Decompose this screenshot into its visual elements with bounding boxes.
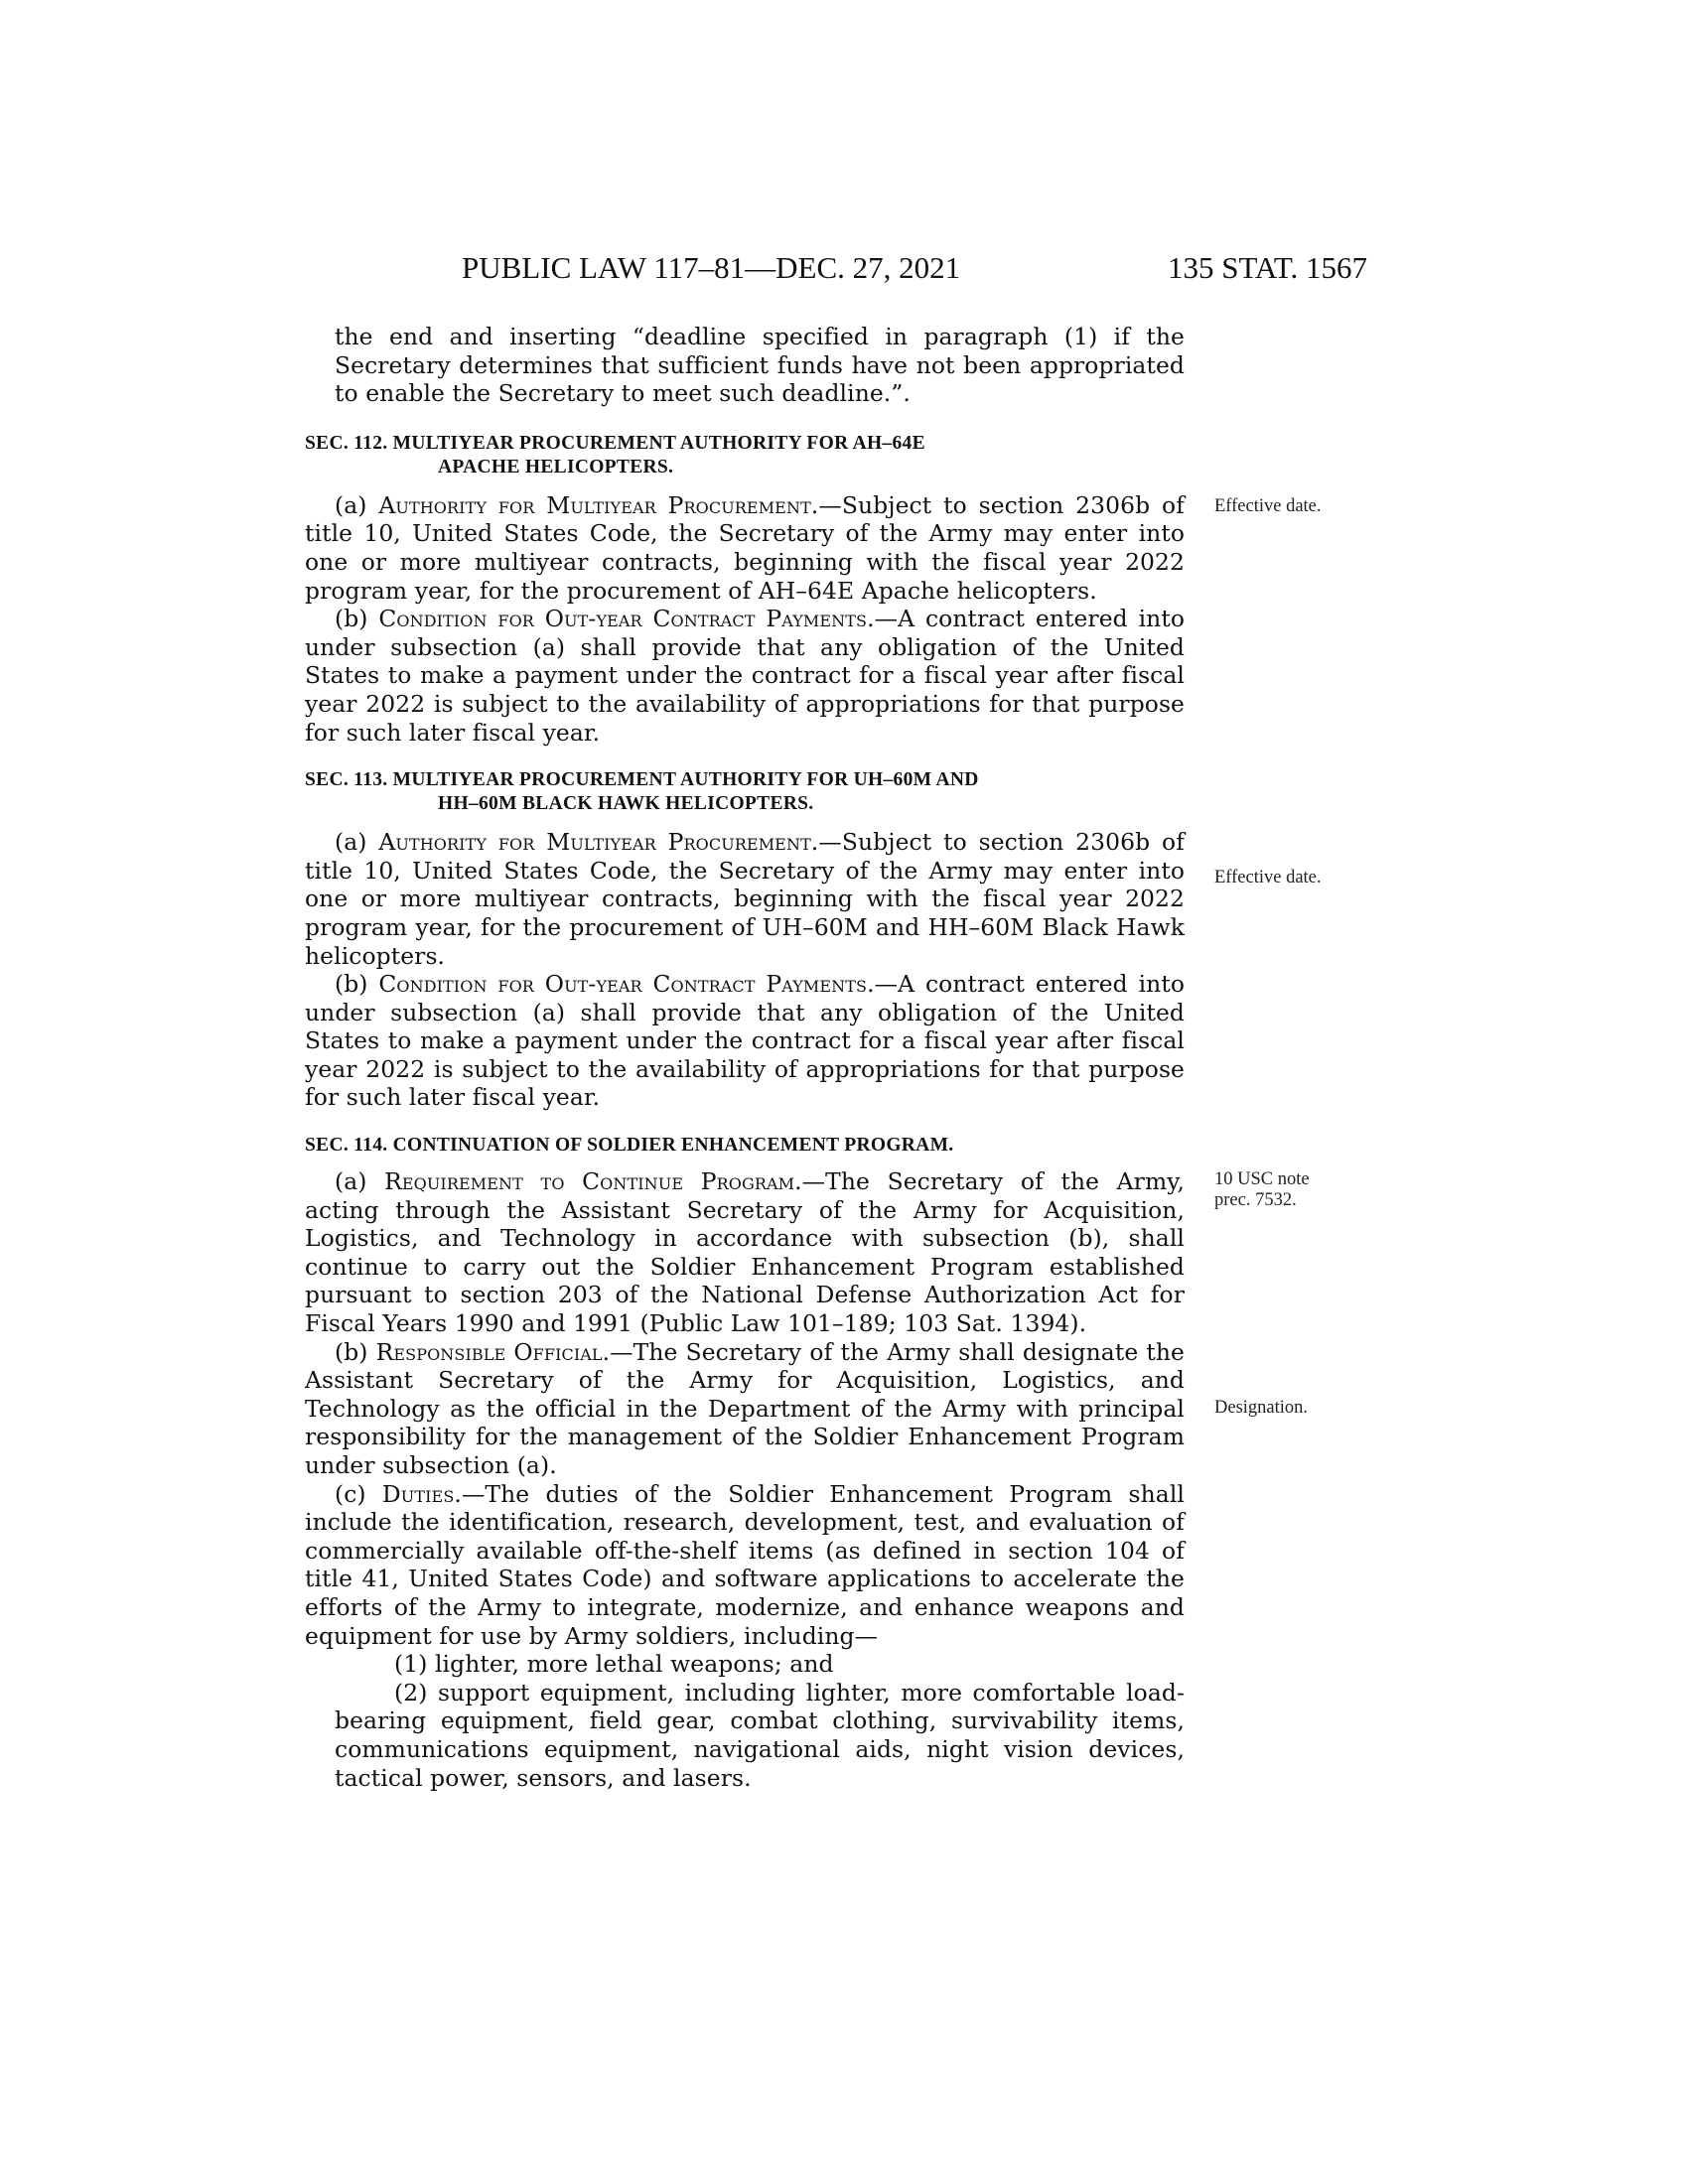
section-112-subsection-b: (b) Condition for Out-year Contract Payments.—A contract entered into under subsection (a) shall provide that any obligation of the United States to make a payment under the contract for a fiscal year after fiscal year 2022 is subject to the availability of appropriations for that purpose for such later fiscal year.: [305, 605, 1185, 747]
list-item-1: (1) lighter, more lethal weapons; and: [394, 1650, 834, 1679]
page-body: [305, 323, 1185, 1792]
running-header: [462, 250, 1367, 290]
section-112-subsection-a: (a) Authority for Multiyear Procurement.—Subject to section 2306b of title 10, United States Code, the Secretary of the Army may enter into one or more multiyear contracts, beginning with the fiscal year 2022 program year, for the procurement of AH–64E Apache helicopters.: [305, 490, 1185, 605]
section-114-subsection-a: (a) Requirement to Continue Program.—The Secretary of the Army, acting through the Assistant Secretary of the Army for Acquisition, Logistics, and Technology in accordance with subsection (b), shall continue to carry out the Soldier Enhancement Program established pursuant to section 203 of the National Defense Authorization Act for Fiscal Years 1990 and 1991 (Public Law 101–189; 103 Sat. 1394).: [305, 1167, 1185, 1338]
margin-note-effective-date-113: Effective date.: [1214, 868, 1322, 887]
margin-note-usc: 10 USC note prec. 7532.: [1214, 1169, 1310, 1210]
section-114-subsection-c: (c) Duties.—The duties of the Soldier Enhancement Program shall include the identification, research, development, test, and evaluation of commercially available off-the-shelf items (as defined in section 104 of title 41, United States Code) and software applications to accelerate the efforts of the Army to integrate, modernize, and enhance weapons and equipment for use by Army soldiers, including—: [305, 1479, 1185, 1650]
section-113-subsection-a: (a) Authority for Multiyear Procurement.—Subject to section 2306b of title 10, United States Code, the Secretary of the Army may enter into one or more multiyear contracts, beginning with the fiscal year 2022 program year, for the procurement of UH–60M and HH–60M Black Hawk helicopters.: [305, 828, 1185, 970]
section-114-subsection-b: (b) Responsible Official.—The Secretary of the Army shall designate the Assistant Secretary of the Army for Acquisition, Logistics, and Technology as the official in the Department of the Army with principal responsibility for the management of the Soldier Enhancement Program under subsection (a).: [305, 1337, 1186, 1479]
section-113-subsection-b: (b) Condition for Out-year Contract Payments.—A contract entered into under subsection (a) shall provide that any obligation of the United States to make a payment under the contract for a fiscal year after fiscal year 2022 is subject to the availability of appropriations for that purpose for such later fiscal year.: [305, 970, 1185, 1112]
section-114-heading: SEC. 114. CONTINUATION OF SOLDIER ENHANCEMENT PROGRAM.: [305, 1135, 954, 1157]
continuation-paragraph: the end and inserting “deadline specified in paragraph (1) if the Secretary determines that sufficient funds have not been appropriated to enable the Secretary to meet such deadline.”.: [335, 323, 1185, 408]
list-item-2: (2) support equipment, including lighter, more comfortable load-bearing equipment, field gear, combat clothing, survivability items, communications equipment, navigational aids, night vision devices, tactical power, sensors, and lasers.: [335, 1678, 1185, 1792]
margin-note-designation: Designation.: [1214, 1398, 1309, 1418]
section-112-heading: SEC. 112. MULTIYEAR PROCUREMENT AUTHORITY FOR AH–64E APACHE HELICOPTERS.: [305, 432, 925, 478]
section-113-heading: SEC. 113. MULTIYEAR PROCUREMENT AUTHORITY FOR UH–60M AND HH–60M BLACK HAWK HELICOPTERS.: [305, 769, 979, 815]
statute-page-number: 135 STAT. 1567: [1167, 250, 1367, 285]
public-law-citation: PUBLIC LAW 117–81—DEC. 27, 2021: [462, 250, 961, 285]
margin-note-effective-date-112: Effective date.: [1214, 496, 1322, 516]
